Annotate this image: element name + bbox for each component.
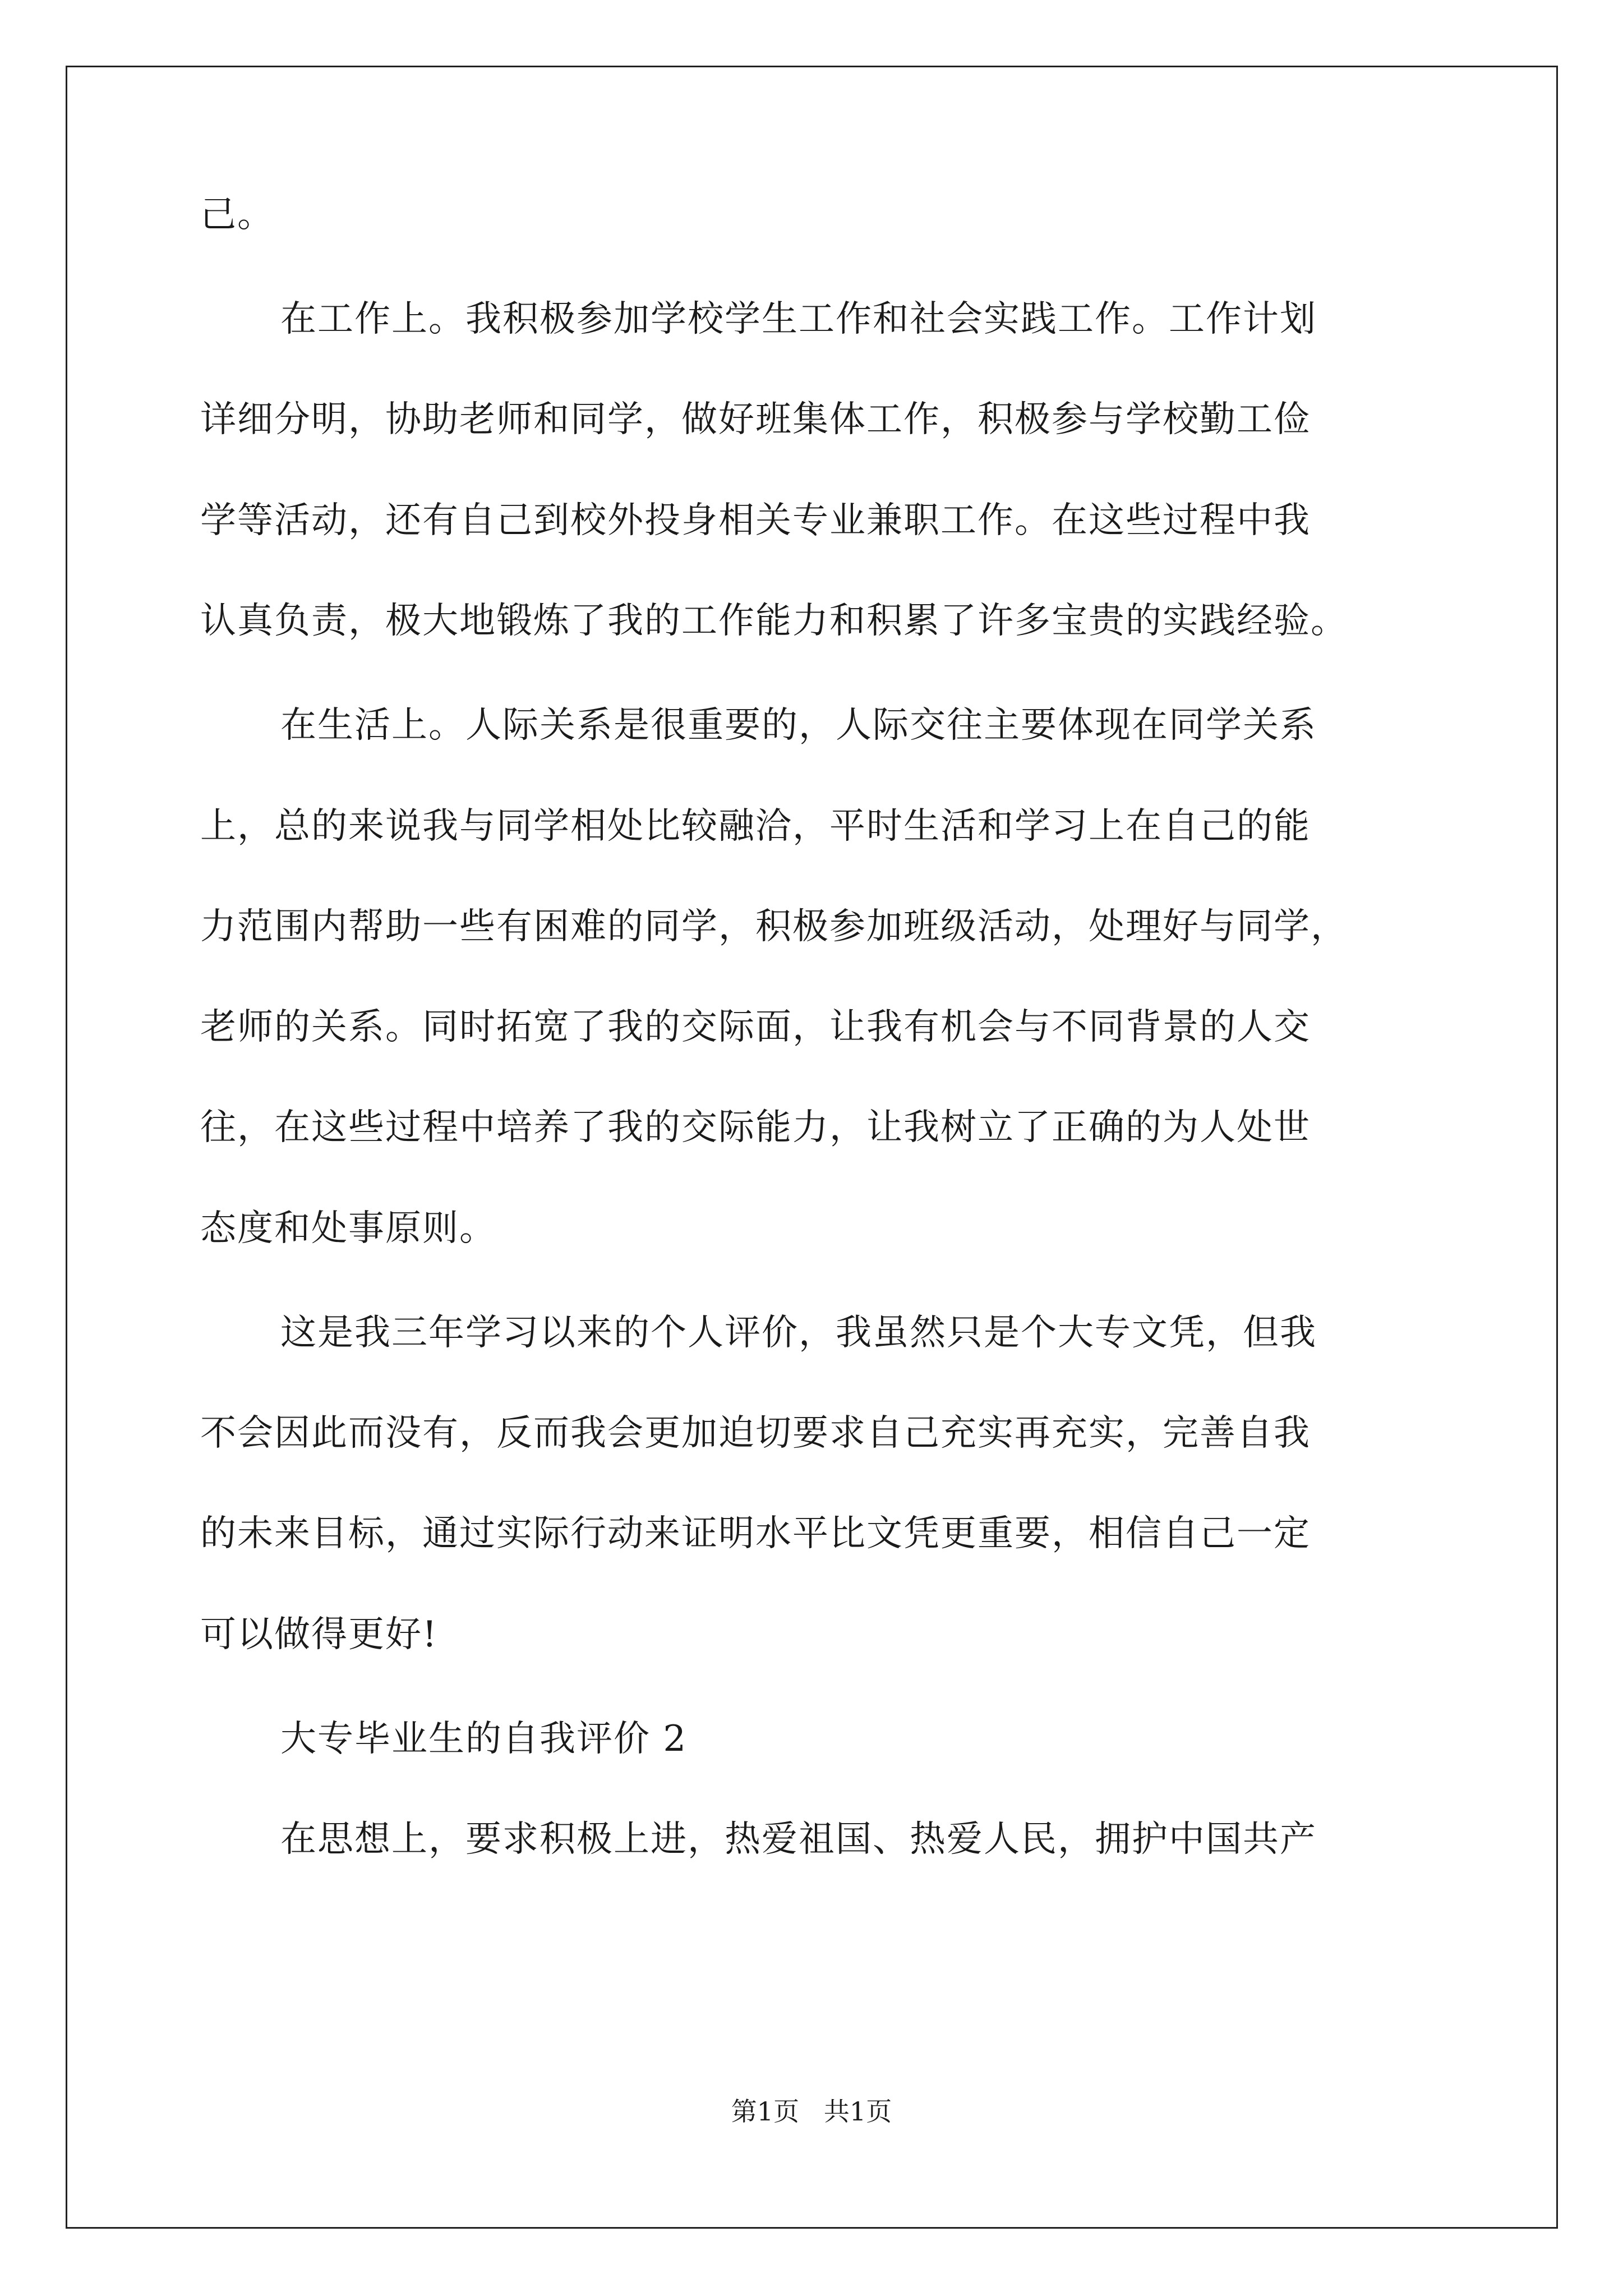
- text-line: 力范围内帮助一些有困难的同学，积极参加班级活动，处理好与同学，: [200, 906, 1348, 947]
- text-line: 不会因此而没有，反而我会更加迫切要求自己充实再充实，完善自我: [200, 1412, 1311, 1454]
- text-line: 认真负责，极大地锻炼了我的工作能力和积累了许多宝贵的实践经验。: [200, 600, 1348, 642]
- text-line: 这是我三年学习以来的个人评价，我虽然只是个大专文凭，但我: [280, 1312, 1317, 1354]
- text-line: 在生活上。人际关系是很重要的，人际交往主要体现在同学关系: [280, 705, 1317, 746]
- text-line: 学等活动，还有自己到校外投身相关专业兼职工作。在这些过程中我: [200, 500, 1311, 541]
- text-line: 的未来目标，通过实际行动来证明水平比文凭更重要，相信自己一定: [200, 1513, 1311, 1554]
- text-line: 在工作上。我积极参加学校学生工作和社会实践工作。工作计划: [280, 298, 1317, 340]
- text-line: 可以做得更好!: [200, 1614, 438, 1655]
- page-footer: 第1页 共1页: [731, 2096, 892, 2127]
- text-line: 详细分明，协助老师和同学，做好班集体工作，积极参与学校勤工俭: [200, 399, 1311, 440]
- text-line: 在思想上，要求积极上进，热爱祖国、热爱人民，拥护中国共产: [280, 1819, 1317, 1860]
- text-line: 态度和处事原则。: [200, 1208, 496, 1249]
- text-line: 上，总的来说我与同学相处比较融洽，平时生活和学习上在自己的能: [200, 806, 1311, 847]
- text-line: 老师的关系。同时拓宽了我的交际面，让我有机会与不同背景的人交: [200, 1006, 1311, 1048]
- text-line: 己。: [200, 194, 274, 236]
- text-line: 往，在这些过程中培养了我的交际能力，让我树立了正确的为人处世: [200, 1107, 1311, 1148]
- section-heading: 大专毕业生的自我评价 2: [280, 1718, 688, 1760]
